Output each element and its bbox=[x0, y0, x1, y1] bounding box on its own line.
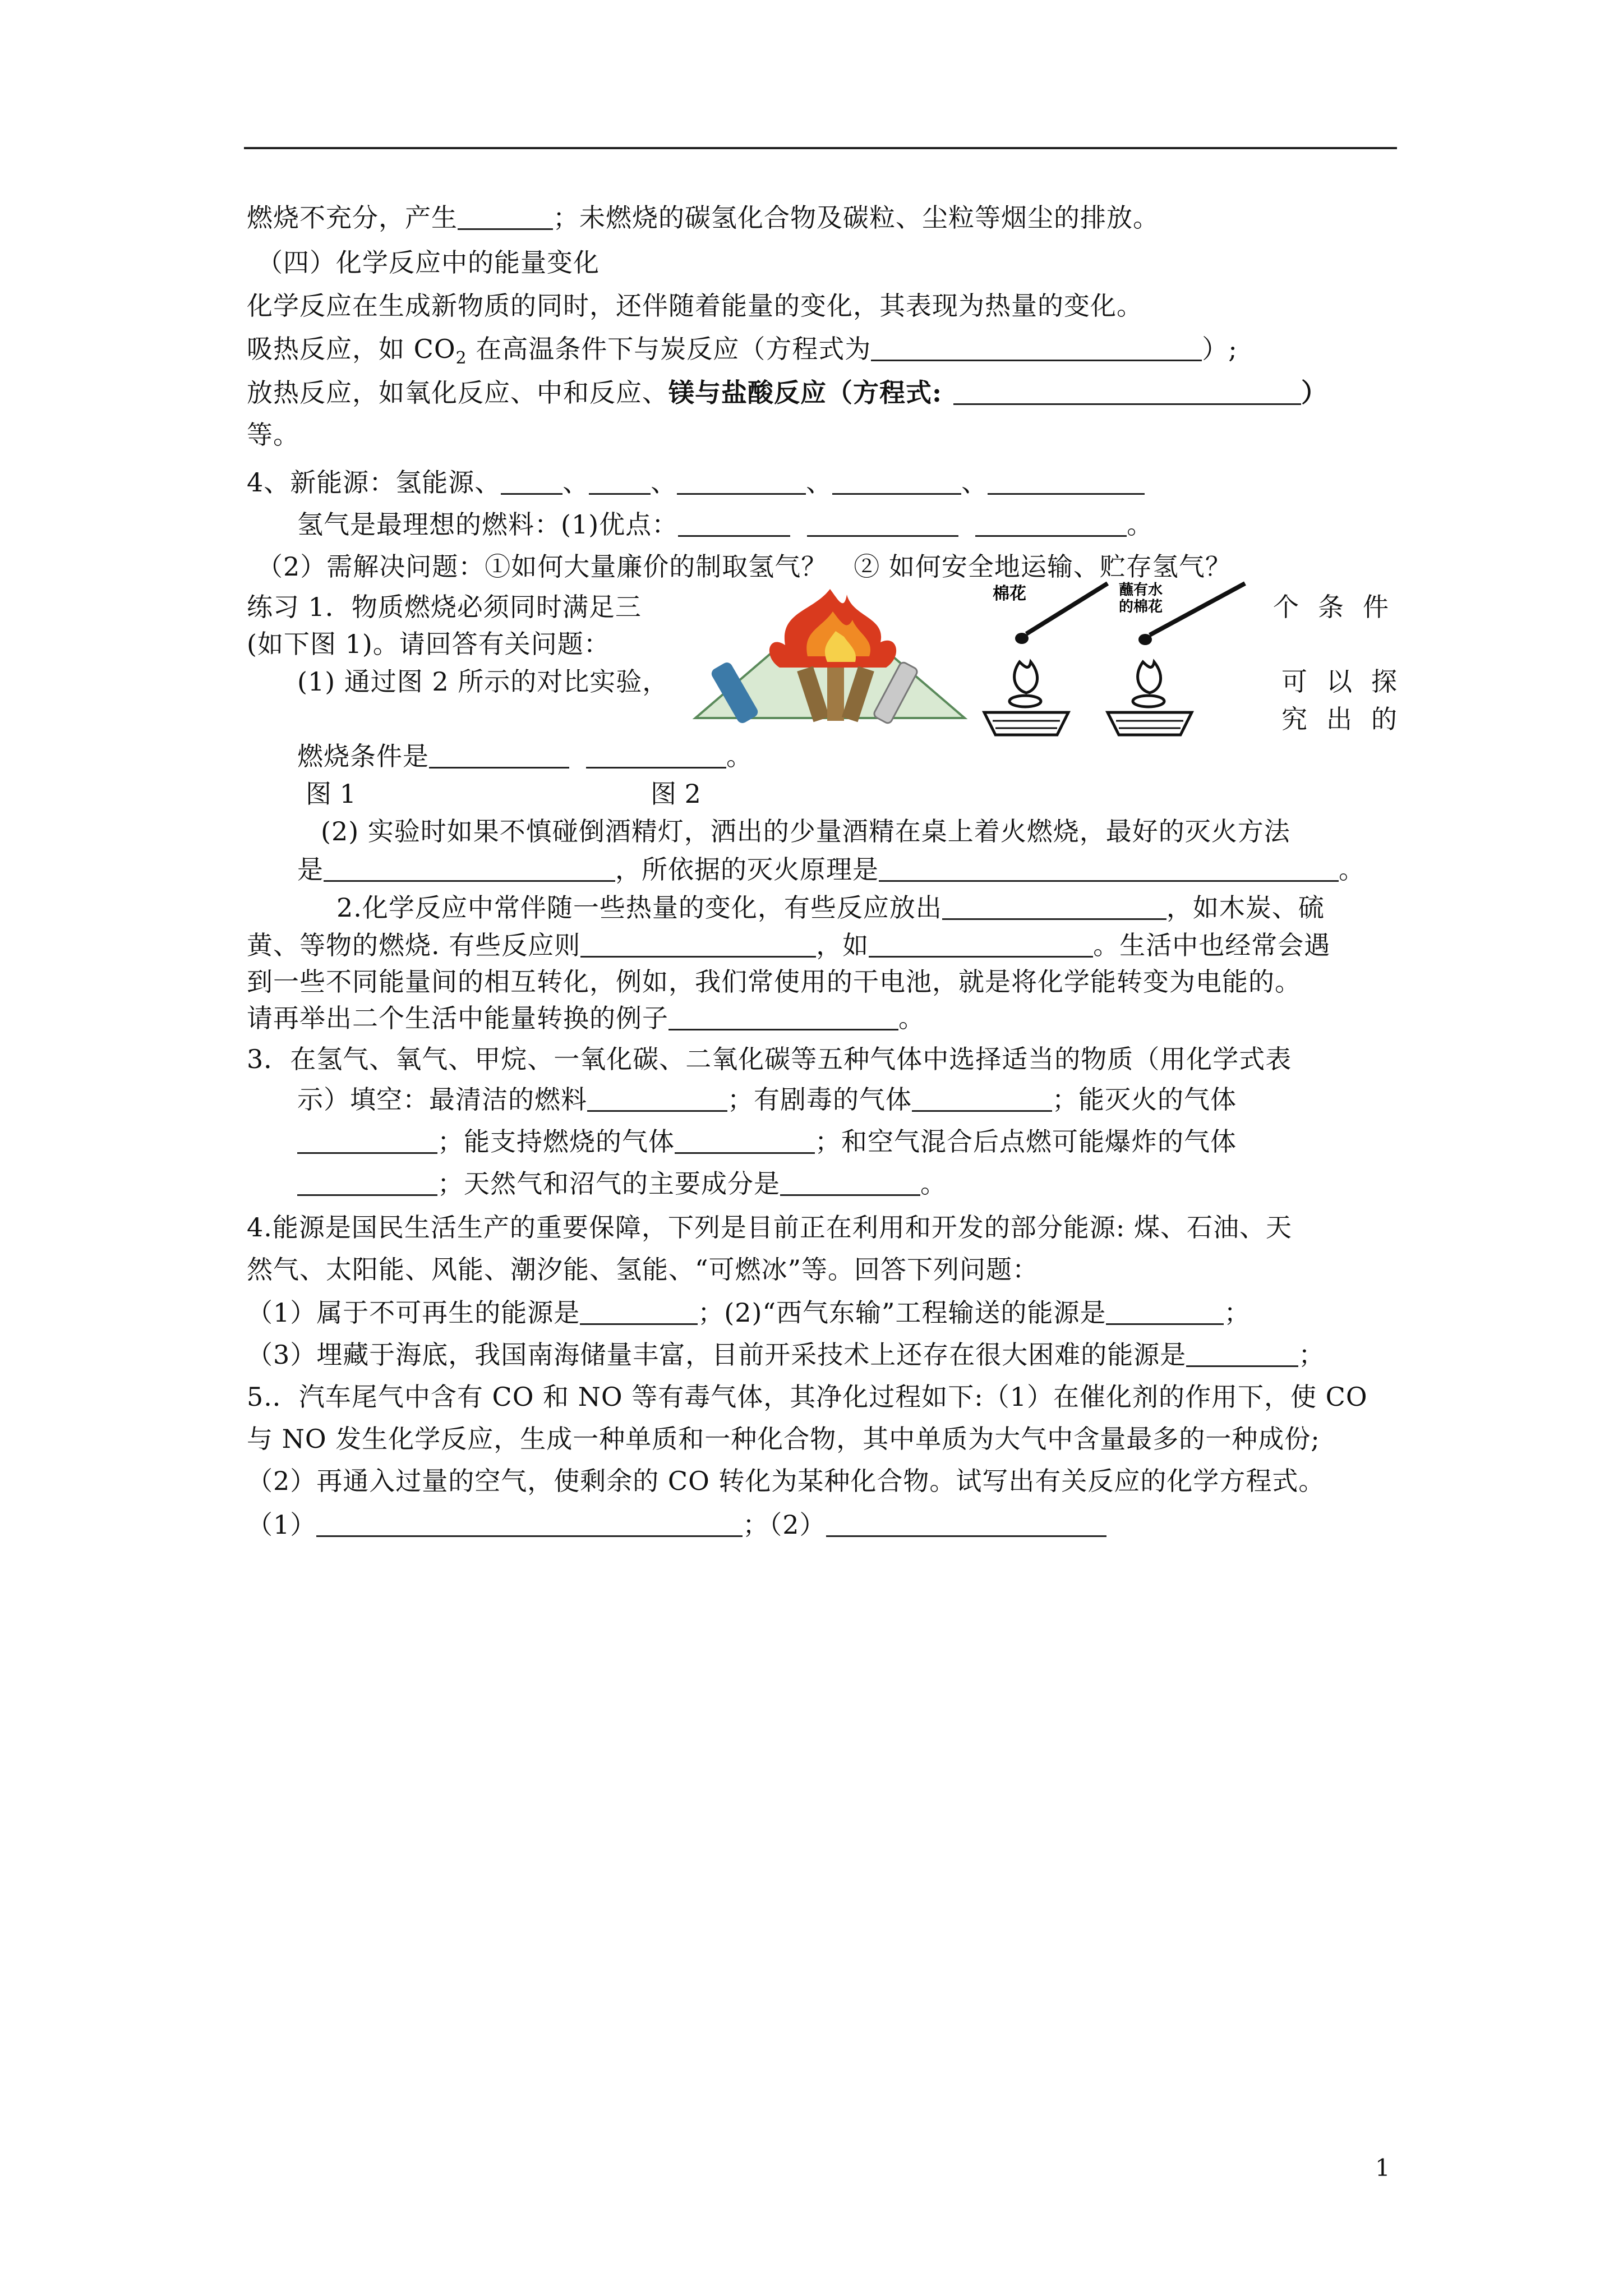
wet-cotton-ball-icon bbox=[1138, 634, 1152, 645]
alcohol-lamp-left-icon bbox=[984, 662, 1068, 735]
exercise-3-line-1: 3．在氢气、氧气、甲烷、一氧化碳、二氧化碳等五种气体中选择适当的物质（用化学式表 bbox=[247, 1044, 1292, 1074]
text-line-4: 吸热反应，如 $CO_2$ 在高温条件下与炭反应（方程式为 ）; bbox=[247, 334, 1238, 369]
glass-rod-right-icon bbox=[1150, 583, 1245, 635]
answer-blank[interactable] bbox=[678, 509, 790, 537]
figure-2-comparison bbox=[976, 572, 1267, 740]
exercise-1-q2: (2) 实验时如果不慎碰倒酒精灯，洒出的少量酒精在桌上着火燃烧，最好的灭火方法 bbox=[321, 816, 1290, 846]
exercise-3-line-4: ；天然气和沼气的主要成分是 。 bbox=[297, 1167, 947, 1200]
answer-blank[interactable] bbox=[297, 1126, 437, 1154]
text-line-8: 氢气是最理想的燃料：(1)优点： 。 bbox=[297, 509, 1154, 540]
text-line-9: （2）需解决问题：①如何大量廉价的制取氢气？ ② 如何安全地运输、贮存氢气？ bbox=[257, 551, 1232, 582]
answer-blank[interactable] bbox=[780, 1168, 920, 1196]
figure-1-caption: 图 1 bbox=[306, 779, 356, 809]
exercise-2-line-4: 请再举出二个生活中能量转换的例子 。 bbox=[247, 1003, 925, 1033]
answer-blank[interactable] bbox=[871, 334, 1202, 361]
exercise-4-line-1: 4.能源是国民生活生产的重要保障，下列是目前正在利用和开发的部分能源: 煤、石油、天 bbox=[247, 1212, 1293, 1243]
exercise-1-q1-end-2: 究出的 bbox=[1281, 704, 1416, 734]
answer-blank[interactable] bbox=[429, 741, 569, 769]
exercise-2-line-3: 到一些不同能量间的相互转化，例如，我们常使用的干电池，就是将化学能转变为电能的。 bbox=[247, 967, 1301, 997]
text-line-1: 燃烧不充分，产生 ；未燃烧的碳氢化合物及碳粒、尘粒等烟尘的排放。 bbox=[247, 203, 1159, 233]
figure-2-caption: 图 2 bbox=[651, 779, 701, 809]
exercise-3-line-3: ；能支持燃烧的气体 ；和空气混合后点燃可能爆炸的气体 bbox=[297, 1125, 1237, 1158]
answer-blank[interactable] bbox=[1186, 1340, 1298, 1367]
answer-blank[interactable] bbox=[1106, 1297, 1224, 1325]
answer-blank[interactable] bbox=[826, 1510, 1106, 1537]
exercise-5-line-3: （2）再通入过量的空气，使剩余的 CO 转化为某种化合物。试写出有关反应的化学方程式。 bbox=[247, 1466, 1325, 1496]
answer-blank[interactable] bbox=[677, 467, 806, 495]
text-line-5: 放热反应，如氧化反应、中和反应、镁与盐酸反应（方程式: ） bbox=[247, 378, 1327, 408]
exercise-5-line-1: 5.．汽车尾气中含有 CO 和 NO 等有毒气体，其净化过程如下:（1）在催化剂的作用下，使 CO bbox=[247, 1382, 1368, 1412]
answer-blank[interactable] bbox=[324, 854, 615, 882]
answer-blank[interactable] bbox=[988, 467, 1145, 495]
section-heading: （四）化学反应中的能量变化 bbox=[257, 247, 600, 278]
answer-blank[interactable] bbox=[580, 1297, 698, 1325]
answer-blank[interactable] bbox=[668, 1003, 898, 1030]
cotton-ball-icon bbox=[1015, 633, 1029, 644]
answer-blank[interactable] bbox=[953, 378, 1301, 405]
text-line-7: 4、新能源：氢能源、 、 、 、 、 bbox=[247, 466, 1145, 499]
answer-blank[interactable] bbox=[942, 892, 1166, 920]
exercise-5-line-4: （1） ；（2） bbox=[247, 1508, 1106, 1542]
answer-blank[interactable] bbox=[580, 930, 816, 958]
answer-blank[interactable] bbox=[458, 203, 553, 230]
page-number: 1 bbox=[1375, 2154, 1390, 2182]
answer-blank[interactable] bbox=[807, 509, 958, 537]
exercise-1-line-1: 练习 1．物质燃烧必须同时满足三 bbox=[247, 592, 642, 622]
answer-blank[interactable] bbox=[587, 1084, 727, 1112]
exercise-4-line-3: （1）属于不可再生的能源是 ；(2)“西气东输”工程输送的能源是 ； bbox=[247, 1297, 1251, 1328]
answer-blank[interactable] bbox=[297, 1168, 437, 1196]
answer-blank[interactable] bbox=[501, 467, 562, 495]
answer-blank[interactable] bbox=[975, 509, 1127, 537]
exercise-4-line-4: （3）埋藏于海底，我国南海储量丰富，目前开采技术上还存在很大困难的能源是 ； bbox=[247, 1340, 1325, 1370]
text-line-3: 化学反应在生成新物质的同时，还伴随着能量的变化，其表现为热量的变化。 bbox=[247, 291, 1143, 321]
exercise-2-line-2: 黄、等物的燃烧. 有些反应则 ，如 。生活中也经常会遇 bbox=[247, 930, 1331, 960]
exercise-1-q2-line-2: 是 ，所依据的灭火原理是 。 bbox=[297, 854, 1365, 885]
answer-blank[interactable] bbox=[586, 741, 726, 769]
exercise-4-line-2: 然气、太阳能、风能、潮汐能、氢能、“可燃冰”等。回答下列问题： bbox=[247, 1254, 1039, 1285]
answer-blank[interactable] bbox=[589, 467, 651, 495]
exercise-1-q1-line-2: 燃烧条件是 。 bbox=[297, 741, 753, 771]
alcohol-lamp-right-icon bbox=[1108, 662, 1192, 735]
answer-blank[interactable] bbox=[869, 930, 1093, 958]
exercise-1-line-2: (如下图 1)。请回答有关问题： bbox=[247, 629, 610, 659]
exercise-1-q1-end: 可以探 bbox=[1281, 666, 1416, 697]
exercise-1-q1: (1) 通过图 2 所示的对比实验， bbox=[297, 666, 669, 697]
glass-rod-left-icon bbox=[1026, 583, 1108, 634]
answer-blank[interactable] bbox=[675, 1126, 815, 1154]
exercise-3-line-2: 示）填空：最清洁的燃料 ；有剧毒的气体 ；能灭火的气体 bbox=[297, 1084, 1237, 1115]
exercise-5-line-2: 与 NO 发生化学反应，生成一种单质和一种化合物，其中单质为大气中含量最多的一种成份; bbox=[247, 1424, 1320, 1454]
answer-blank[interactable] bbox=[316, 1510, 743, 1537]
label-cotton: 棉花 bbox=[993, 584, 1026, 604]
label-wet-cotton-2: 的棉花 bbox=[1119, 599, 1163, 615]
answer-blank[interactable] bbox=[912, 1084, 1052, 1112]
label-wet-cotton-1: 蘸有水 bbox=[1119, 582, 1163, 599]
exercise-1-line-1-end: 个条件 bbox=[1273, 592, 1408, 622]
figure-1-fire-triangle bbox=[684, 578, 976, 729]
answer-blank[interactable] bbox=[879, 854, 1339, 882]
exercise-2-line-1: 2.化学反应中常伴随一些热量的变化，有些反应放出 ，如木炭、硫 bbox=[336, 892, 1325, 923]
text-line-6: 等。 bbox=[247, 420, 299, 450]
header-rule bbox=[244, 147, 1397, 149]
answer-blank[interactable] bbox=[832, 467, 961, 495]
